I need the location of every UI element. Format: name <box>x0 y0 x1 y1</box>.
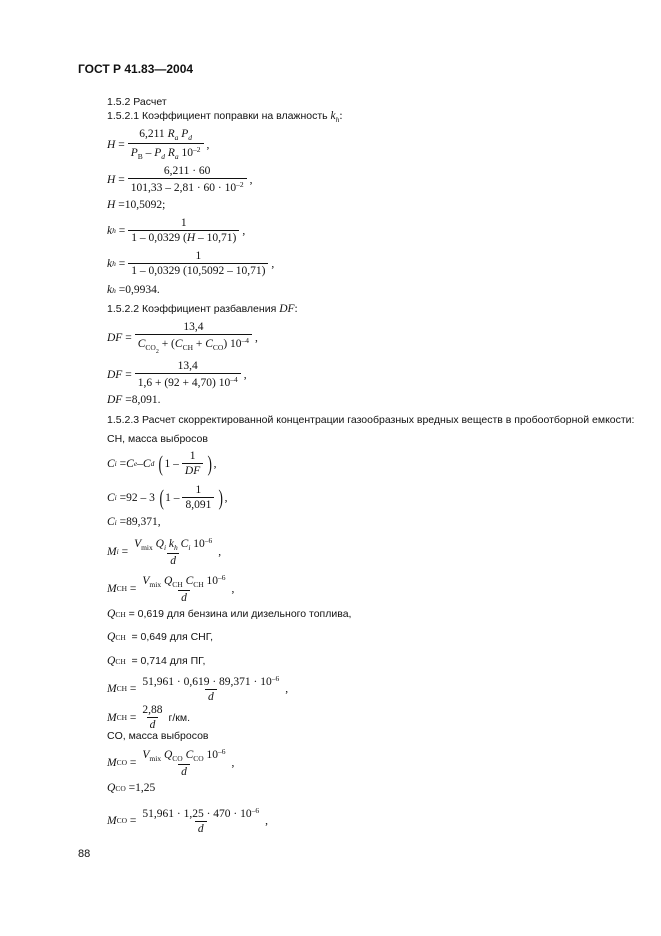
section-heading: 1.5.2.1 Коэффициент поправки на влажность $k_h$: <box>107 110 343 124</box>
formula-DF-substituted: DF = $\frac{13,4}{1,6 + (92 + 4,70) 10^{-4}}$ , <box>107 360 247 389</box>
section-heading: 1.5.2 Расчет <box>107 96 167 108</box>
formula-H-result: H = 10,5092 ; <box>107 199 166 211</box>
formula-QCH-2: Q CH = 0,649 для СНГ, <box>107 631 214 643</box>
formula-QCH-3: Q CH = 0,714 для ПГ, <box>107 655 206 667</box>
document-header: ГОСТ Р 41.83—2004 <box>78 62 194 76</box>
formula-DF: DF = $\frac{13,4}{C_{CO_2} + (C_{CH} + C_{CO}) 10^{-4}}$ , <box>107 321 258 355</box>
formula-MCO-substituted: M CO = $\frac{51,961 \cdot 1,25 \cdot 470 \cdot 10^{-6}}{d}$ , <box>107 806 269 835</box>
page-number: 88 <box>78 848 91 860</box>
formula-QCO: Q CO =1,25 <box>107 782 156 794</box>
subsection-label: CO, масса выбросов <box>107 730 209 742</box>
formula-kh-substituted: k h = $\frac{1}{1 - 0,0329 (10,5092 - 10,71)}$ , <box>107 250 275 277</box>
formula-MCO: M CO = $\frac{V_{mix} Q_{CO} C_{CO} 10^{-6}}{d}$ , <box>107 747 235 778</box>
formula-kh-result: k h = 0,9934. <box>107 284 160 296</box>
formula-Ci: C i = C e – C d ( 1 – $\frac{1}{DF}$ ) , <box>107 450 217 477</box>
formula-H: H = $\frac{6,211 R_a P_d}{P_B - P_d R_a 10^{-2}}$ , <box>107 128 210 161</box>
formula-DF-result: DF = 8,091. <box>107 394 161 406</box>
section-heading: 1.5.2.3 Расчет скорректированной концентрации газообразных вредных веществ в пробоотборной емкости: <box>107 414 635 426</box>
formula-MCH: M CH = $\frac{V_{mix} Q_{CH} C_{CH} 10^{-6}}{d}$ , <box>107 573 235 604</box>
section-heading: 1.5.2.2 Коэффициент разбавления DF: <box>107 303 298 315</box>
formula-MCH-result: M CH = $\frac{2,88}{d}$ г/км. <box>107 704 190 731</box>
formula-QCH-1: Q CH = 0,619 для бензина или дизельного топлива, <box>107 608 352 620</box>
formula-H-substituted: H = $\frac{6,211 \cdot 60}{101,33 - 2,81 \cdot 60 \cdot 10^{-2}}$ , <box>107 165 253 194</box>
formula-kh: k h = $\frac{1}{1 - 0,0329 (H - 10,71)}$ , <box>107 217 246 244</box>
formula-Ci-substituted: C i = 92 – 3 ( 1 – $\frac{1}{8,091}$ ) , <box>107 484 228 511</box>
formula-Ci-result: C i = 89,371, <box>107 516 161 528</box>
formula-Mi: M i = $\frac{V_{mix} Q_i k_h C_i 10^{-6}}{d}$ , <box>107 536 222 567</box>
formula-MCH-substituted: M CH = $\frac{51,961 \cdot 0,619 \cdot 89,371 \cdot 10^{-6}}{d}$ , <box>107 674 289 703</box>
subsection-label: CH, масса выбросов <box>107 433 208 445</box>
